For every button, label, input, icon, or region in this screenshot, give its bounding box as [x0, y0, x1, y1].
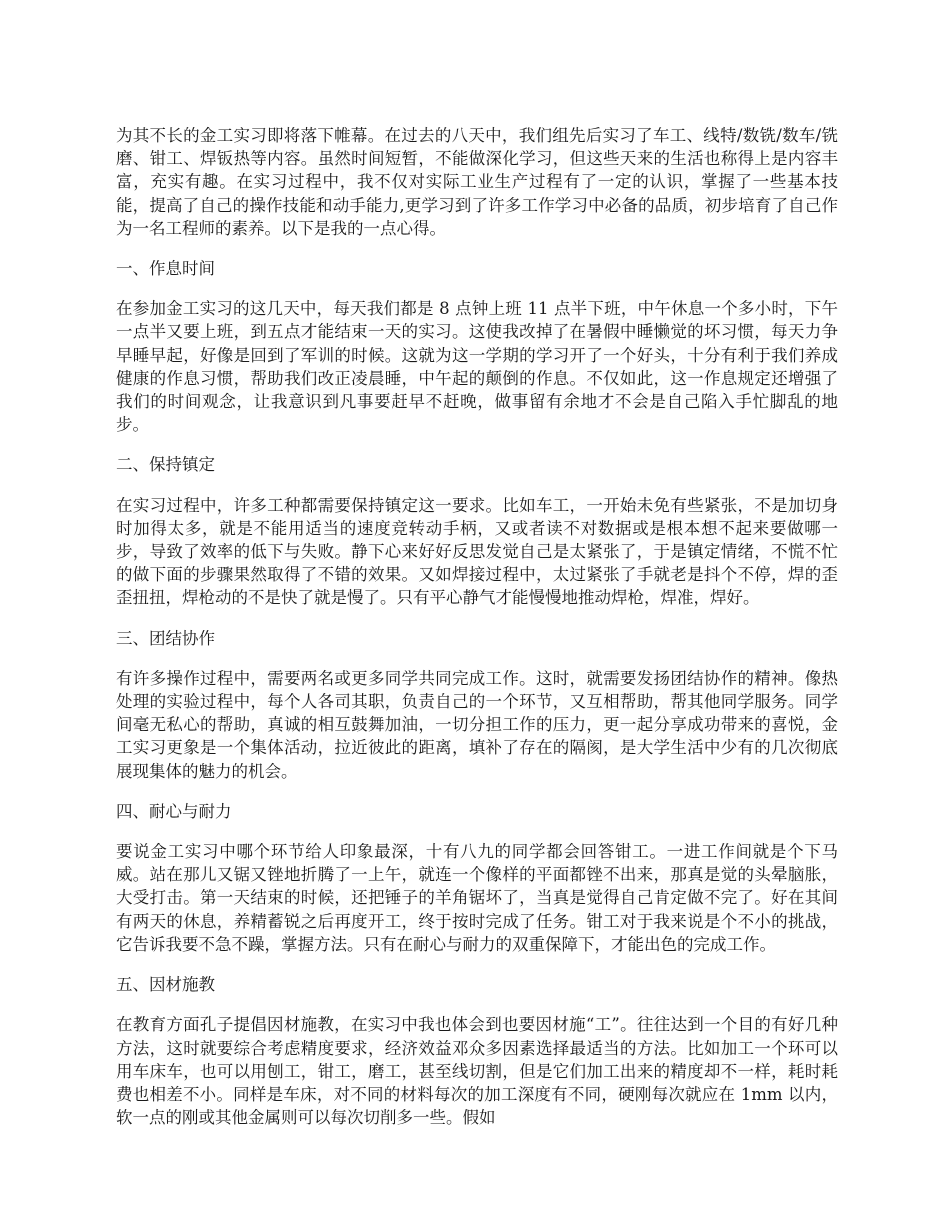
section-heading-composure: 二、保持镇定 — [116, 455, 215, 475]
section-heading-tailored-teaching: 五、因材施教 — [116, 975, 215, 995]
section-heading-teamwork: 三、团结协作 — [116, 628, 215, 648]
section-heading-schedule: 一、作息时间 — [116, 259, 215, 279]
document-body — [116, 124, 838, 1146]
teamwork-paragraph: 有许多操作过程中，需要两名或更多同学共同完成工作。这时，就需要发扬团结协作的精神。像热处理的实验过程中，每个人各司其职，负责自己的一个环节，又互相帮助，帮其他同学服务。同学间毫无私心的帮助，真诚的相互鼓舞加油，一切分担工作的压力，更一起分享成功带来的喜悦，金工实习更象是一个集体活动，拉近彼此的距离，填补了存在的隔阂，是大学生活中少有的几次彻底展现集体的魅力的机会。 — [116, 668, 838, 781]
schedule-paragraph: 在参加金工实习的这几天中，每天我们都是 8 点钟上班 11 点半下班，中午休息一个多小时，下午一点半又要上班，到五点才能结束一天的实习。这使我改掉了在暑假中睡懒觉的坏习惯，每天力争早睡早起，好像是回到了军训的时候。这就为这一学期的学习开了一个好头，十分有利于我们养成健康的作息习惯，帮助我们改正凌晨睡，中午起的颠倒的作息。不仅如此，这一作息规定还增强了我们的时间观念，让我意识到凡事要赶早不赶晚，做事留有余地才不会是自己陷入手忙脚乱的地步。 — [116, 299, 838, 435]
intro-paragraph: 为其不长的金工实习即将落下帷幕。在过去的八天中，我们组先后实习了车工、线特/数铣/数车/铣磨、钳工、焊钣热等内容。虽然时间短暂，不能做深化学习，但这些天来的生活也称得上是内容丰富，充实有趣。在实习过程中，我不仅对实际工业生产过程有了一定的认识，掌握了一些基本技能，提高了自己的操作技能和动手能力,更学习到了许多工作学习中必备的品质，初步培育了自己作为一名工程师的素养。以下是我的一点心得。 — [116, 126, 838, 238]
tailored-teaching-paragraph: 在教育方面孔子提倡因材施教，在实习中我也体会到也要因材施“工”。往往达到一个目的有好几种方法，这时就要综合考虑精度要求，经济效益邓众多因素选择最适当的方法。比如加工一个环可以用车床车，也可以用刨工，钳工，磨工，甚至线切割，但是它们加工出来的精度却不一样，耗时耗费也相差不小。同样是车床，对不同的材料每次的加工深度有不同，硬刚每次就应在 1mm 以内，软一点的刚或其他金属则可以每次切削多一些。假如 — [116, 1015, 838, 1128]
patience-paragraph: 要说金工实习中哪个环节给人印象最深，十有八九的同学都会回答钳工。一进工作间就是个下马威。站在那儿又锯又锉地折腾了一上午，就连一个像样的平面都锉不出来，那真是觉的头晕脑胀，大受打击。第一天结束的时候，还把锤子的羊角锯坏了，当真是觉得自己肯定做不完了。好在其间有两天的休息，养精蓄锐之后再度开工，终于按时完成了任务。钳工对于我来说是个不小的挑战，它告诉我要不急不躁，掌握方法。只有在耐心与耐力的双重保障下，才能出色的完成工作。 — [116, 842, 838, 954]
composure-paragraph: 在实习过程中，许多工种都需要保持镇定这一要求。比如车工，一开始未免有些紧张，不是加切身时加得太多，就是不能用适当的速度竞转动手柄，又或者读不对数据或是根本想不起来要做哪一步，导致了效率的低下与失败。静下心来好好反思发觉自己是太紧张了，于是镇定情绪，不慌不忙的做下面的步骤果然取得了不错的效果。又如焊接过程中，太过紧张了手就老是抖个不停，焊的歪歪扭扭，焊枪动的不是快了就是慢了。只有平心静气才能慢慢地推动焊枪，焊准，焊好。 — [116, 495, 838, 608]
section-heading-patience: 四、耐心与耐力 — [116, 801, 232, 821]
